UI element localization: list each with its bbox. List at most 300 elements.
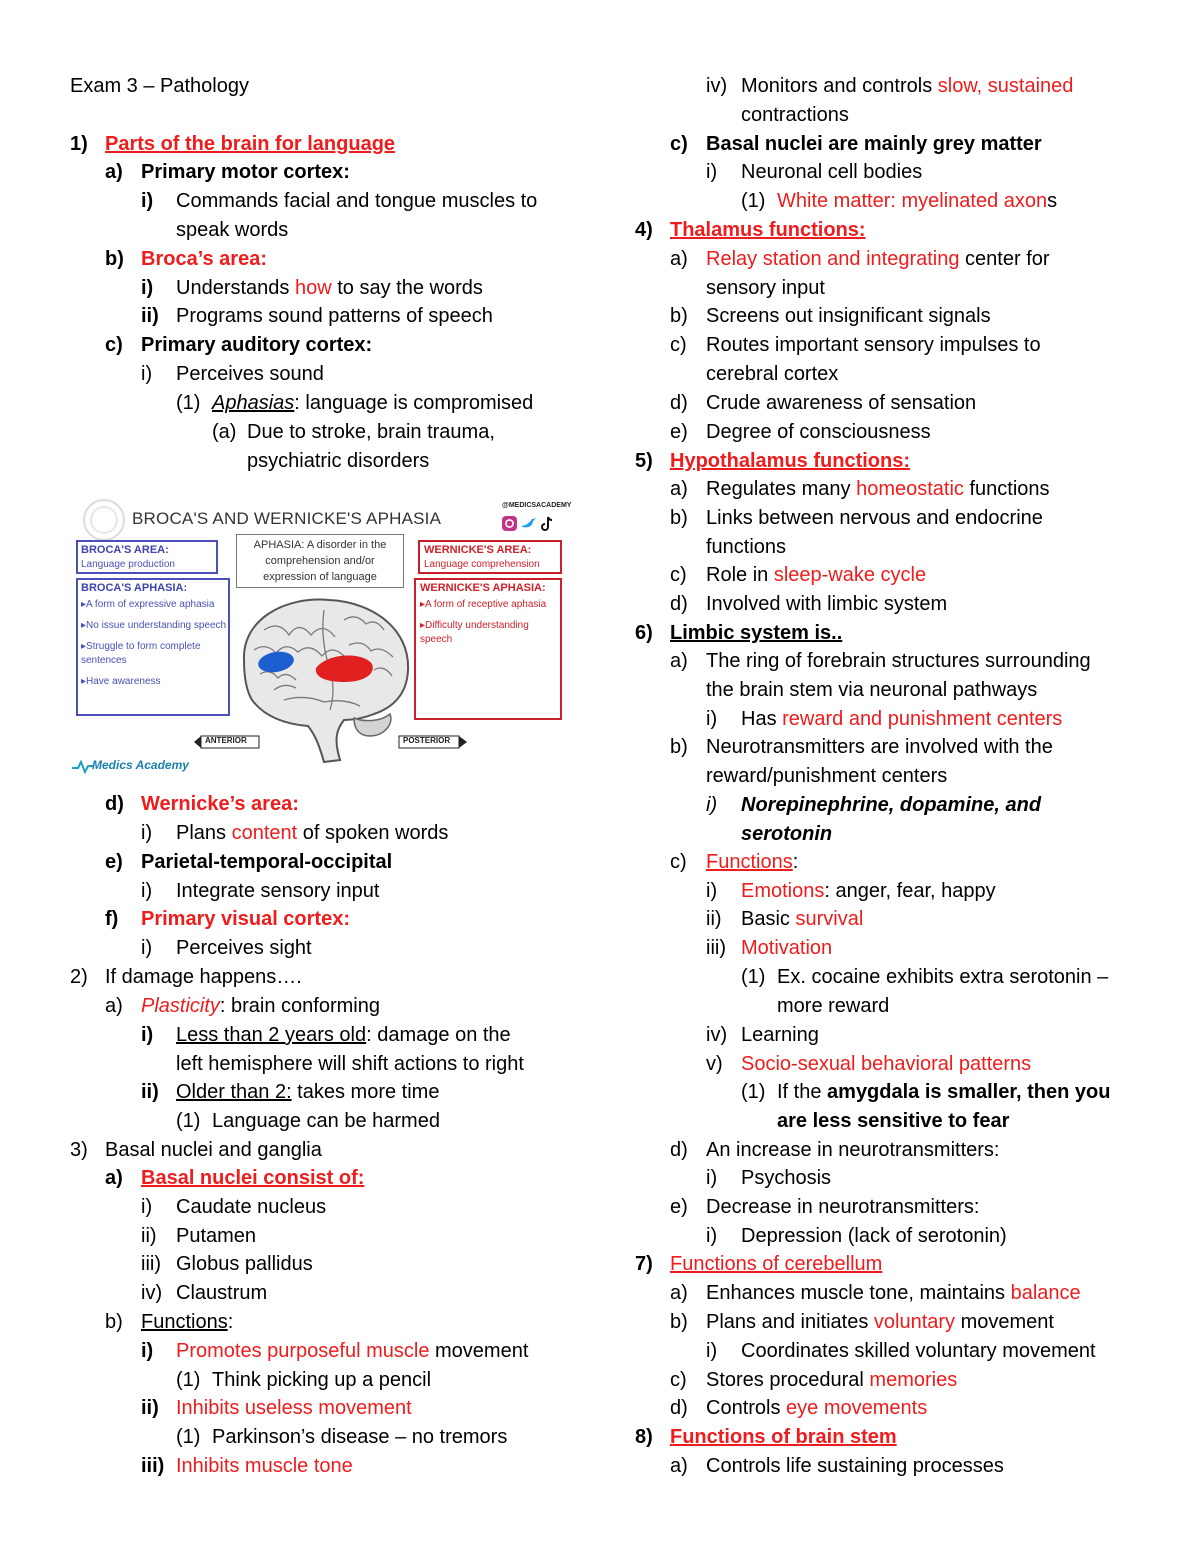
text-run: sleep-wake cycle (773, 564, 927, 586)
text-run: Basic (741, 908, 796, 930)
list-marker: i) (141, 1340, 154, 1362)
line-text (105, 963, 302, 991)
text-run: Screens out insignificant signals (706, 305, 991, 327)
text-run: Plasticity (141, 995, 220, 1017)
text-run: movement (429, 1340, 529, 1362)
text-run: : (227, 1311, 234, 1333)
text-run: slow, sustained (937, 75, 1074, 97)
list-marker: b) (670, 736, 688, 758)
aphasia-point: ▸A form of receptive aphasia (420, 599, 547, 610)
text-run: Motivation (741, 937, 833, 959)
line-text (670, 447, 910, 475)
text-run: Functions (706, 851, 793, 873)
text-run: balance (1010, 1282, 1081, 1304)
line-text (176, 187, 537, 215)
list-marker: a) (670, 1455, 688, 1477)
list-marker: (1) (176, 1110, 201, 1132)
line-text (706, 475, 1050, 503)
list-marker: a) (670, 478, 688, 500)
line-text (141, 1308, 233, 1336)
line-text (741, 705, 1062, 733)
list-marker: c) (670, 334, 687, 356)
line-text (141, 790, 299, 818)
broca-aphasia-box (76, 578, 230, 716)
social-icons (500, 513, 562, 535)
medics-academy-logo: Medics Academy (92, 758, 189, 772)
line-text (141, 245, 267, 273)
text-run: Globus pallidus (176, 1253, 313, 1275)
list-marker: i) (141, 880, 153, 902)
text-run: voluntary (873, 1311, 956, 1333)
line-text (741, 101, 849, 129)
text-run: Perceives sight (176, 937, 312, 959)
line-text (706, 274, 825, 302)
text-run: Limbic system is.. (670, 622, 843, 644)
line-text (212, 1107, 440, 1135)
line-text (670, 216, 866, 244)
list-marker: i) (141, 1024, 154, 1046)
list-marker: (1) (176, 392, 201, 414)
list-marker: c) (670, 133, 688, 155)
line-text (706, 504, 1043, 532)
text-run: memories (869, 1369, 958, 1391)
list-marker: i) (706, 1340, 718, 1362)
text-run: Primary motor cortex: (141, 161, 350, 183)
list-marker: 1) (70, 133, 88, 155)
list-marker: iv) (141, 1282, 163, 1304)
text-run: s (1047, 190, 1058, 212)
line-text (706, 389, 976, 417)
list-marker: iv) (706, 75, 728, 97)
text-run: center for (959, 248, 1050, 270)
list-marker: (a) (212, 421, 237, 443)
line-text (176, 216, 288, 244)
list-marker: i) (706, 1167, 718, 1189)
text-run: Basal nuclei are mainly grey matter (706, 133, 1042, 155)
line-text (706, 418, 931, 446)
line-text (777, 1078, 1110, 1106)
line-text (141, 848, 392, 876)
list-marker: ii) (141, 305, 159, 327)
list-marker: f) (105, 908, 119, 930)
text-run: Basal nuclei consist of: (141, 1167, 365, 1189)
list-marker: d) (670, 1139, 688, 1161)
text-run: homeostatic (856, 478, 964, 500)
posterior-label: POSTERIOR (403, 736, 451, 745)
text-run: Decrease in neurotransmitters: (706, 1196, 980, 1218)
line-text (670, 619, 842, 647)
text-run: Perceives sound (176, 363, 324, 385)
text-run: Enhances muscle tone, maintains (706, 1282, 1011, 1304)
text-run: the brain stem via neuronal pathways (706, 679, 1038, 701)
text-run: psychiatric disorders (247, 450, 430, 472)
list-marker: a) (105, 995, 123, 1017)
list-marker: iv) (706, 1024, 728, 1046)
text-run: Functions of brain stem (670, 1426, 897, 1448)
line-text (176, 877, 379, 905)
text-run: Think picking up a pencil (212, 1369, 432, 1391)
definition-box (236, 534, 404, 588)
line-text (706, 647, 1091, 675)
list-marker: d) (670, 1397, 688, 1419)
text-run: Regulates many (706, 478, 857, 500)
wernicke-points (420, 598, 560, 654)
line-text (706, 762, 947, 790)
line-text (176, 302, 493, 330)
text-run: : damage on the (366, 1024, 511, 1046)
text-run: Functions of cerebellum (670, 1253, 883, 1275)
text-run: : brain conforming (219, 995, 380, 1017)
line-text (741, 905, 863, 933)
figure-title: BROCA'S AND WERNICKE'S APHASIA (132, 509, 442, 528)
list-marker: e) (670, 421, 688, 443)
text-run: Ex. cocaine exhibits extra serotonin – (777, 966, 1109, 988)
line-text (777, 963, 1108, 991)
text-run: Parietal-temporal-occipital (141, 851, 393, 873)
medics-seal-icon (82, 498, 126, 542)
text-run: Plans and initiates (706, 1311, 874, 1333)
pulse-logo-icon (72, 758, 94, 774)
text-run: Neurotransmitters are involved with the (706, 736, 1053, 758)
text-run: Inhibits muscle tone (176, 1455, 353, 1477)
text-run: Learning (741, 1024, 819, 1046)
line-text (706, 130, 1042, 158)
text-run: Degree of consciousness (706, 421, 931, 443)
list-marker: a) (105, 1167, 123, 1189)
text-run: sensory input (706, 277, 825, 299)
text-run: : anger, fear, happy (824, 880, 996, 902)
list-marker: d) (105, 793, 124, 815)
text-run: If damage happens…. (105, 966, 302, 988)
line-text (706, 245, 1050, 273)
list-marker: iii) (706, 937, 726, 959)
line-text (247, 418, 495, 446)
text-run: movement (955, 1311, 1054, 1333)
line-text (741, 1021, 819, 1049)
aphasia-point: ▸A form of expressive aphasia (81, 599, 215, 610)
line-text (741, 1222, 1007, 1250)
text-run: Less than 2 years old (176, 1024, 367, 1046)
text-run: Exam 3 – Pathology (70, 75, 249, 97)
text-run: speak words (176, 219, 289, 241)
line-text (176, 1279, 267, 1307)
list-marker: e) (105, 851, 123, 873)
list-marker: c) (670, 1369, 687, 1391)
text-run: Inhibits useless movement (176, 1397, 412, 1419)
list-marker: v) (706, 1053, 723, 1075)
instagram-icon (502, 516, 517, 531)
line-text (706, 533, 786, 561)
list-marker: i) (706, 161, 718, 183)
list-marker: ii) (141, 1397, 159, 1419)
text-run: Neuronal cell bodies (741, 161, 923, 183)
line-text (141, 905, 350, 933)
line-text (706, 1366, 957, 1394)
text-run: Functions (141, 1311, 228, 1333)
aphasia-definition: APHASIA: A disorder in the comprehension and/or expression of language (253, 539, 387, 583)
text-run: functions (963, 478, 1050, 500)
list-marker: 3) (70, 1139, 88, 1161)
text-run: Coordinates skilled voluntary movement (741, 1340, 1096, 1362)
list-marker: c) (105, 334, 123, 356)
line-text (741, 1050, 1031, 1078)
list-marker: i) (141, 277, 154, 299)
text-run: reward and punishment centers (782, 708, 1063, 730)
text-run: The ring of forebrain structures surrounding (706, 650, 1091, 672)
list-marker: a) (670, 650, 688, 672)
aphasia-point: ▸No issue understanding speech (81, 620, 227, 631)
aphasia-point: ▸Struggle to form complete sentences (81, 641, 201, 666)
list-marker: i) (706, 1225, 718, 1247)
line-text (741, 820, 832, 848)
line-text (777, 1107, 1009, 1135)
line-text (70, 72, 249, 100)
text-run: Claustrum (176, 1282, 268, 1304)
text-run: Norepinephrine, dopamine, and (741, 794, 1042, 816)
list-marker: b) (105, 248, 124, 270)
line-text (176, 360, 324, 388)
list-marker: 4) (635, 219, 653, 241)
list-marker: c) (670, 851, 687, 873)
line-text (706, 1136, 999, 1164)
line-text (706, 1394, 927, 1422)
list-marker: c) (670, 564, 687, 586)
text-run: Depression (lack of serotonin) (741, 1225, 1007, 1247)
text-run: left hemisphere will shift actions to right (176, 1053, 524, 1075)
text-run: reward/punishment centers (706, 765, 948, 787)
line-text (141, 992, 380, 1020)
list-marker: i) (141, 190, 154, 212)
list-marker: i) (141, 822, 153, 844)
broca-area-head: BROCA'S AREA: (81, 544, 169, 556)
line-text (741, 791, 1041, 819)
anterior-label: ANTERIOR (205, 736, 247, 745)
list-marker: d) (670, 593, 688, 615)
text-run: : language is compromised (294, 392, 534, 414)
text-run: Putamen (176, 1225, 257, 1247)
line-text (706, 331, 1041, 359)
line-text (777, 187, 1057, 215)
text-run: Primary visual cortex: (141, 908, 350, 930)
text-run: takes more time (291, 1081, 440, 1103)
line-text (176, 819, 448, 847)
line-text (212, 389, 533, 417)
wernicke-area-head: WERNICKE'S AREA: (424, 544, 532, 556)
wernicke-area-box (418, 540, 562, 574)
text-run: Controls life sustaining processes (706, 1455, 1004, 1477)
line-text (176, 1250, 313, 1278)
text-run: Promotes purposeful muscle (176, 1340, 430, 1362)
text-run: content (231, 822, 298, 844)
list-marker: ii) (141, 1081, 159, 1103)
line-text (777, 992, 889, 1020)
line-text (176, 1050, 524, 1078)
text-run: Broca’s area: (141, 248, 267, 270)
list-marker: 6) (635, 622, 653, 644)
list-marker: b) (105, 1311, 123, 1333)
text-run: Relay station and integrating (706, 248, 960, 270)
text-run: Routes important sensory impulses to (706, 334, 1041, 356)
list-marker: a) (670, 248, 688, 270)
line-text (176, 1394, 412, 1422)
text-run: to say the words (331, 277, 483, 299)
text-run: survival (795, 908, 864, 930)
line-text (706, 1193, 979, 1221)
line-text (176, 1193, 326, 1221)
list-marker: (1) (741, 190, 766, 212)
list-marker: d) (670, 392, 688, 414)
aphasia-point: ▸Difficulty understanding speech (420, 620, 529, 645)
line-text (706, 1452, 1004, 1480)
list-marker: i) (141, 363, 153, 385)
line-text (706, 590, 947, 618)
list-marker: ii) (706, 908, 722, 930)
text-run: functions (706, 536, 787, 558)
line-text (176, 1337, 528, 1365)
text-run: more reward (777, 995, 890, 1017)
aphasia-point: ▸Have awareness (81, 676, 161, 687)
line-text (706, 302, 991, 330)
text-run: Involved with limbic system (706, 593, 948, 615)
line-text (176, 1078, 439, 1106)
brand-tag: @MEDICSACADEMY (502, 502, 572, 509)
text-run: Crude awareness of sensation (706, 392, 977, 414)
text-run: Emotions (741, 880, 825, 902)
list-marker: iii) (141, 1253, 161, 1275)
text-run: Integrate sensory input (176, 880, 380, 902)
text-run: Understands (176, 277, 295, 299)
line-text (706, 733, 1053, 761)
line-text (141, 158, 350, 186)
line-text (105, 1136, 322, 1164)
line-text (706, 848, 798, 876)
line-text (741, 877, 996, 905)
line-text (706, 360, 838, 388)
list-marker: 7) (635, 1253, 653, 1275)
broca-aphasia-head: BROCA'S APHASIA: (81, 582, 188, 594)
line-text (706, 1308, 1054, 1336)
line-text (706, 561, 926, 589)
text-run: Parts of the brain for language (105, 133, 396, 155)
text-run: Commands facial and tongue muscles to (176, 190, 538, 212)
broca-area-text: Language production (81, 559, 175, 570)
list-marker: ii) (141, 1225, 157, 1247)
text-run: cerebral cortex (706, 363, 839, 385)
twitter-icon (522, 517, 536, 527)
line-text (741, 934, 832, 962)
text-run: serotonin (741, 823, 833, 845)
text-run: Parkinson’s disease – no tremors (212, 1426, 508, 1448)
tiktok-icon (542, 517, 552, 530)
text-run: amygdala is smaller, then you (827, 1081, 1111, 1103)
broca-area-box (76, 540, 218, 574)
line-text (670, 1423, 897, 1451)
line-text (741, 1337, 1096, 1365)
line-text (741, 158, 922, 186)
text-run: Due to stroke, brain trauma, (247, 421, 495, 443)
list-marker: (1) (176, 1426, 201, 1448)
list-marker: i) (141, 937, 153, 959)
text-run: Older than 2: (176, 1081, 292, 1103)
text-run: White matter: myelinated axon (777, 190, 1048, 212)
text-run: Monitors and controls (741, 75, 938, 97)
line-text (741, 1164, 831, 1192)
text-run: Socio-sexual behavioral patterns (741, 1053, 1032, 1075)
line-text (176, 934, 312, 962)
line-text (176, 1452, 353, 1480)
text-run: Primary auditory cortex: (141, 334, 373, 356)
line-text (141, 331, 372, 359)
text-run: of spoken words (297, 822, 449, 844)
line-text (176, 1021, 511, 1049)
text-run: Basal nuclei and ganglia (105, 1139, 322, 1161)
list-marker: i) (706, 794, 718, 816)
list-marker: b) (670, 1311, 688, 1333)
list-marker: b) (670, 507, 688, 529)
list-marker: (1) (741, 1081, 766, 1103)
broca-points (81, 598, 229, 696)
line-text (176, 1222, 256, 1250)
line-text (706, 1279, 1081, 1307)
list-marker: a) (670, 1282, 688, 1304)
list-marker: b) (670, 305, 688, 327)
text-run: Role in (706, 564, 774, 586)
line-text (176, 274, 483, 302)
list-marker: a) (105, 161, 123, 183)
text-run: Thalamus functions: (670, 219, 866, 241)
list-marker: i) (706, 880, 718, 902)
line-text (247, 447, 429, 475)
text-run: Stores procedural (706, 1369, 870, 1391)
line-text (706, 676, 1037, 704)
text-run: : (792, 851, 799, 873)
list-marker: i) (141, 1196, 153, 1218)
text-run: Psychosis (741, 1167, 832, 1189)
wernicke-aphasia-head: WERNICKE'S APHASIA: (420, 582, 546, 594)
text-run: Language can be harmed (212, 1110, 440, 1132)
text-run: An increase in neurotransmitters: (706, 1139, 1000, 1161)
wernicke-aphasia-box (414, 578, 562, 720)
aphasia-figure (72, 496, 572, 778)
text-run: Aphasias (212, 392, 295, 414)
list-marker: 8) (635, 1426, 653, 1448)
list-marker: 5) (635, 450, 653, 472)
list-marker: (1) (741, 966, 766, 988)
list-marker: 2) (70, 966, 88, 988)
text-run: eye movements (786, 1397, 928, 1419)
text-run: Plans (176, 822, 232, 844)
list-marker: (1) (176, 1369, 201, 1391)
line-text (212, 1423, 507, 1451)
text-run: are less sensitive to fear (777, 1110, 1010, 1132)
text-run: Wernicke’s area: (141, 793, 299, 815)
text-run: Caudate nucleus (176, 1196, 327, 1218)
list-marker: i) (706, 708, 718, 730)
text-run: contractions (741, 104, 849, 126)
line-text (212, 1366, 431, 1394)
line-text (105, 130, 395, 158)
text-run: Controls (706, 1397, 787, 1419)
wernicke-area-text: Language comprehension (424, 559, 540, 570)
text-run: how (294, 277, 332, 299)
list-marker: iii) (141, 1455, 165, 1477)
text-run: Links between nervous and endocrine (706, 507, 1043, 529)
text-run: Hypothalamus functions: (670, 450, 911, 472)
line-text (741, 72, 1073, 100)
text-run: If the (777, 1081, 828, 1103)
list-marker: e) (670, 1196, 688, 1218)
line-text (141, 1164, 364, 1192)
